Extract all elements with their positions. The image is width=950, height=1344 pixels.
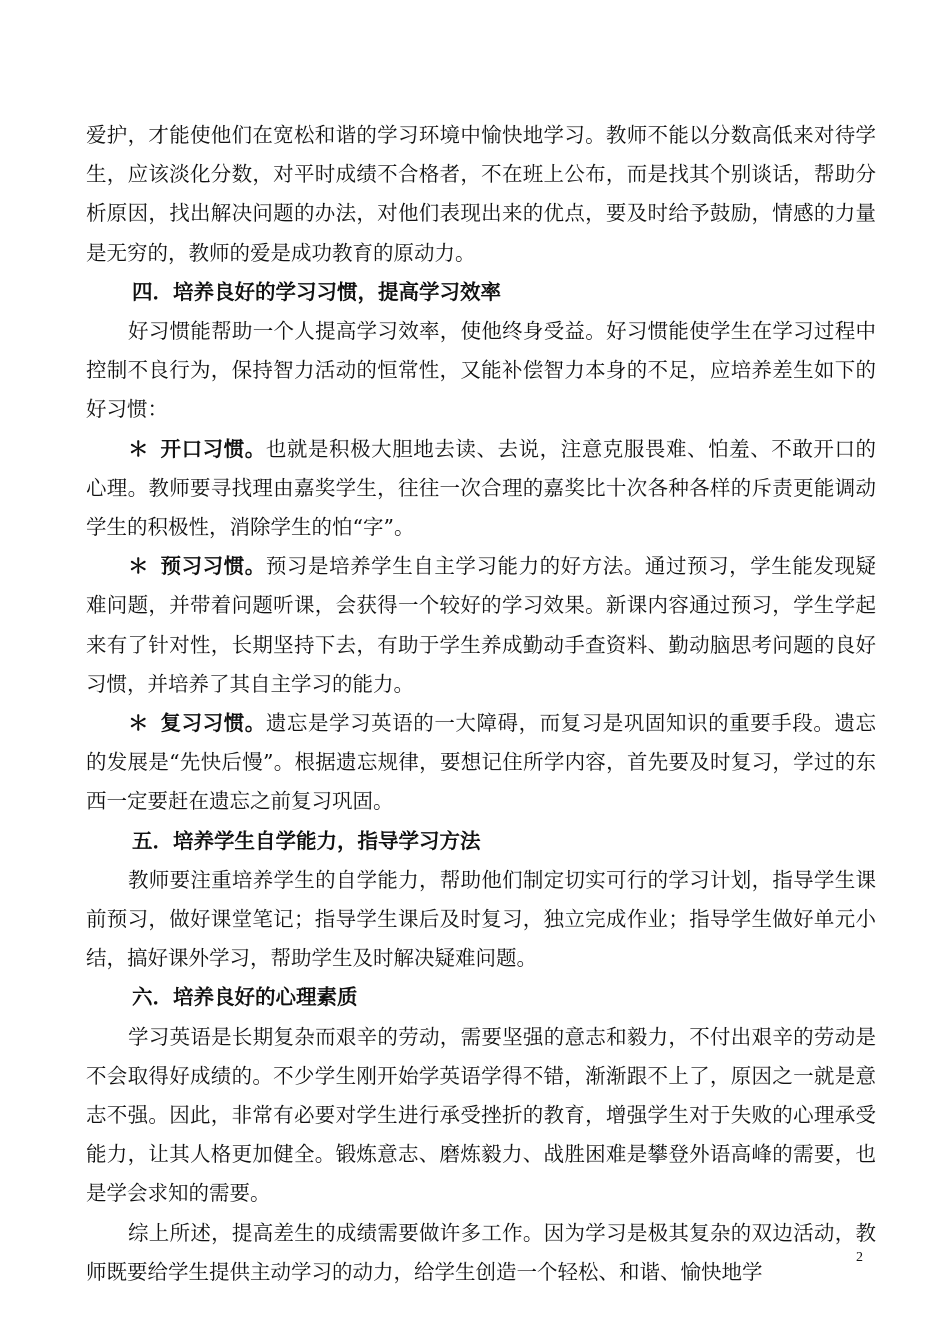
habit-text: 也就是积极大胆地去读、去说，注意克服畏难、怕羞、不敢开口的心理。教师要寻找理由嘉奖学生，往往一次合理的嘉奖比十次各种各样的斥责更能调动学生的积极性，消除学生的怕“字”。 bbox=[86, 436, 877, 540]
page-number: 2 bbox=[856, 1250, 863, 1265]
asterisk-bullet-icon: ＊ bbox=[128, 554, 149, 579]
paragraph-self-study: 教师要注重培养学生的自学能力，帮助他们制定切实可行的学习计划，指导学生课前预习，做好课堂笔记；指导学生课后及时复习，独立完成作业；指导学生做好单元小结，搞好课外学习，帮助学生及时解决疑难问题。 bbox=[86, 867, 876, 971]
section-heading-6: 六．培养良好的心理素质 bbox=[132, 985, 358, 1010]
habit-item-speaking bbox=[86, 430, 876, 548]
document-page bbox=[86, 116, 876, 1292]
asterisk-bullet-icon: ＊ bbox=[128, 711, 149, 736]
habit-title: 开口习惯。 bbox=[160, 436, 266, 461]
paragraph-habits-intro: 好习惯能帮助一个人提高学习效率，使他终身受益。好习惯能使学生在学习过程中控制不良行为，保持智力活动的恒常性，又能补偿智力本身的不足，应培养差生如下的好习惯： bbox=[86, 319, 876, 422]
asterisk-bullet-icon: ＊ bbox=[128, 436, 149, 461]
paragraph-summary: 综上所述，提高差生的成绩需要做许多工作。因为学习是极其复杂的双边活动，教师既要给学生提供主动学习的动力，给学生创造一个轻松、和谐、愉快地学 bbox=[86, 1220, 876, 1284]
habit-text: 遗忘是学习英语的一大障碍，而复习是巩固知识的重要手段。遗忘的发展是“先快后慢”。根据遗忘规律，要想记住所学内容，首先要及时复习，学过的东西一定要赶在遗忘之前复习巩固。 bbox=[86, 711, 877, 814]
habit-title: 预习习惯。 bbox=[160, 554, 266, 579]
section-heading-4: 四．培养良好的学习习惯，提高学习效率 bbox=[132, 279, 501, 304]
habit-item-review bbox=[86, 704, 876, 822]
habit-text: 预习是培养学生自主学习能力的好方法。通过预习，学生能发现疑难问题，并带着问题听课，会获得一个较好的学习效果。新课内容通过预习，学生学起来有了针对性，长期坚持下去，有助于学生养成勤动手查资料、勤动脑思考问题的良好习惯，并培养了其自主学习的能力。 bbox=[86, 554, 877, 696]
habit-title: 复习习惯。 bbox=[160, 711, 266, 736]
habit-item-preview bbox=[86, 547, 876, 704]
section-heading-5: 五．培养学生自学能力，指导学习方法 bbox=[132, 828, 481, 853]
paragraph-psychology: 学习英语是长期复杂而艰辛的劳动，需要坚强的意志和毅力，不付出艰辛的劳动是不会取得好成绩的。不少学生刚开始学英语学得不错，渐渐跟不上了，原因之一就是意志不强。因此，非常有必要对学生进行承受挫折的教育，增强学生对于失败的心理承受能力，让其人格更加健全。锻炼意志、磨炼毅力、战胜困难是攀登外语高峰的需要，也是学会求知的需要。 bbox=[86, 1024, 876, 1206]
paragraph-continuation: 爱护，才能使他们在宽松和谐的学习环境中愉快地学习。教师不能以分数高低来对待学生，应该淡化分数，对平时成绩不合格者，不在班上公布，而是找其个别谈话，帮助分析原因，找出解决问题的办法，对他们表现出来的优点，要及时给予鼓励，情感的力量是无穷的，教师的爱是成功教育的原动力。 bbox=[86, 123, 876, 265]
